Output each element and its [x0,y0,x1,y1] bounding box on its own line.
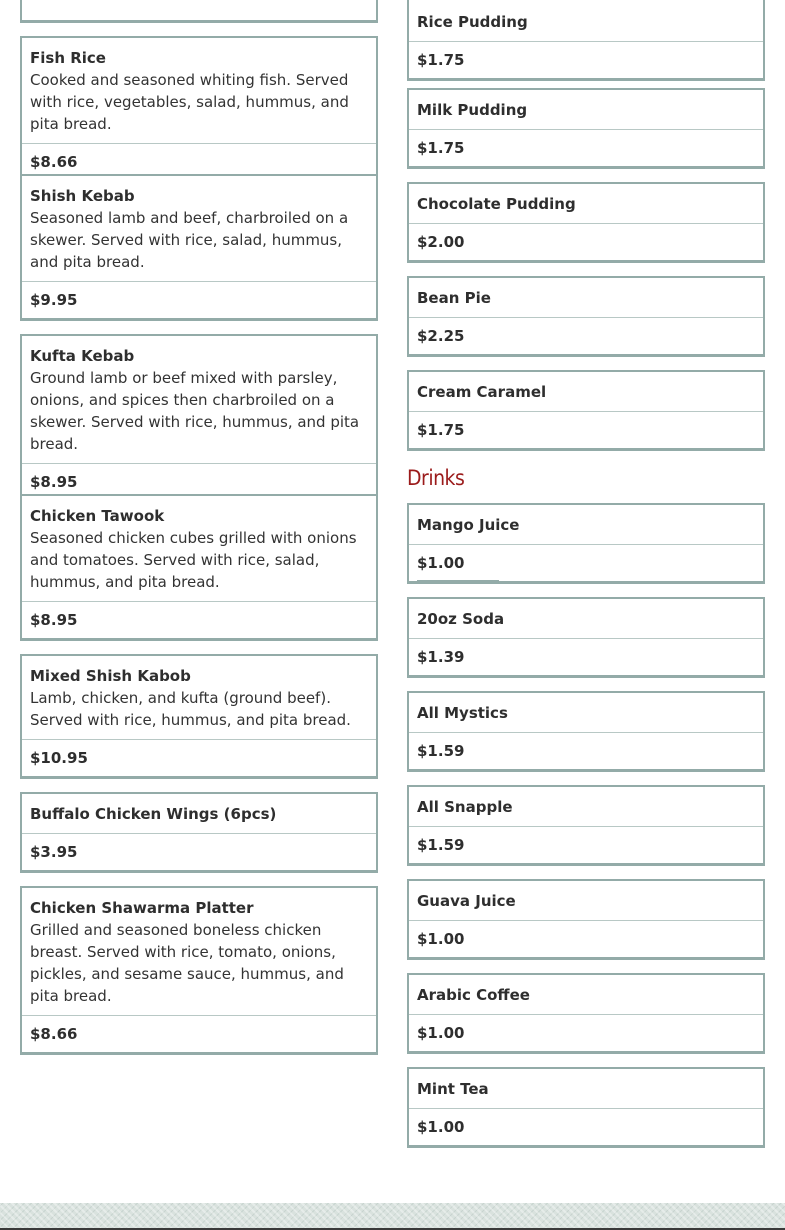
menu-item-card [20,0,378,23]
menu-item-card [407,785,765,866]
menu-item-card [407,973,765,1054]
item-name: Chicken Tawook [30,507,165,525]
item-price: $10.95 [22,739,376,776]
item-name: Milk Pudding [417,101,528,119]
item-price: $1.00 [409,1108,763,1145]
item-name: Rice Pudding [417,13,528,31]
item-price: $2.25 [409,317,763,354]
item-description: Seasoned lamb and beef, charbroiled on a skewer. Served with rice, salad, hummus, and pita bread. [30,209,349,271]
item-name: Chicken Shawarma Platter [30,899,254,917]
menu-item-card [407,597,765,678]
item-description: Ground lamb or beef mixed with parsley, onions, and spices then charbroiled on a skewer. Served with rice, hummus, and pita bread. [30,369,360,453]
price-underline [417,580,499,582]
item-price: $1.75 [409,41,763,78]
item-description: Grilled and seasoned boneless chicken breast. Served with rice, tomato, onions, pickles, and sesame sauce, hummus, and pita bread. [30,921,344,1005]
menu-item-card [407,276,765,357]
item-name: Mango Juice [417,516,520,534]
menu-item-card [407,370,765,451]
menu-item-card [407,691,765,772]
menu-item-card [20,792,378,873]
menu-item-card [407,88,765,169]
item-price: $1.75 [409,411,763,448]
item-name: Bean Pie [417,289,491,307]
menu-item-card [407,503,765,584]
item-description: Lamb, chicken, and kufta (ground beef). Served with rice, hummus, and pita bread. [30,689,351,729]
item-price: $2.00 [409,223,763,260]
item-price [22,0,376,20]
item-name: Guava Juice [417,892,516,910]
item-price: $8.66 [22,1015,376,1052]
menu-item-card [407,0,765,81]
item-price: $8.95 [22,463,376,500]
menu-item-card [20,334,378,503]
item-price: $8.66 [22,143,376,180]
menu-item-card [20,494,378,641]
item-name: Chocolate Pudding [417,195,576,213]
item-price: $9.95 [22,281,376,318]
menu-item-card [407,879,765,960]
menu-item-card [407,182,765,263]
item-price: $3.95 [22,833,376,870]
item-price: $1.59 [409,826,763,863]
item-name: Fish Rice [30,49,106,67]
item-name: Arabic Coffee [417,986,530,1004]
drinks-section-heading: Drinks [407,466,465,490]
item-price: $1.00 [409,920,763,957]
menu-item-card [20,36,378,183]
item-price: $1.59 [409,732,763,769]
item-name: Kufta Kebab [30,347,135,365]
item-price [409,544,763,581]
item-name: All Snapple [417,798,513,816]
item-price: $1.00 [409,1014,763,1051]
menu-item-card [20,654,378,779]
item-name: 20oz Soda [417,610,505,628]
item-price: $1.39 [409,638,763,675]
item-name: Cream Caramel [417,383,547,401]
page-footer-band [0,1203,785,1230]
menu-item-card [20,886,378,1055]
item-price: $1.75 [409,129,763,166]
item-description: Seasoned chicken cubes grilled with onions and tomatoes. Served with rice, salad, hummus, and pita bread. [30,529,357,591]
item-description: Cooked and seasoned whiting fish. Served with rice, vegetables, salad, hummus, and pita bread. [30,71,349,133]
menu-item-card [20,174,378,321]
item-name: All Mystics [417,704,508,722]
item-name: Buffalo Chicken Wings (6pcs) [30,805,277,823]
menu-item-card [407,1067,765,1148]
item-price-text: $1.00 [417,554,465,572]
item-price: $8.95 [22,601,376,638]
item-name: Mixed Shish Kabob [30,667,191,685]
item-name: Mint Tea [417,1080,489,1098]
item-name: Shish Kebab [30,187,135,205]
